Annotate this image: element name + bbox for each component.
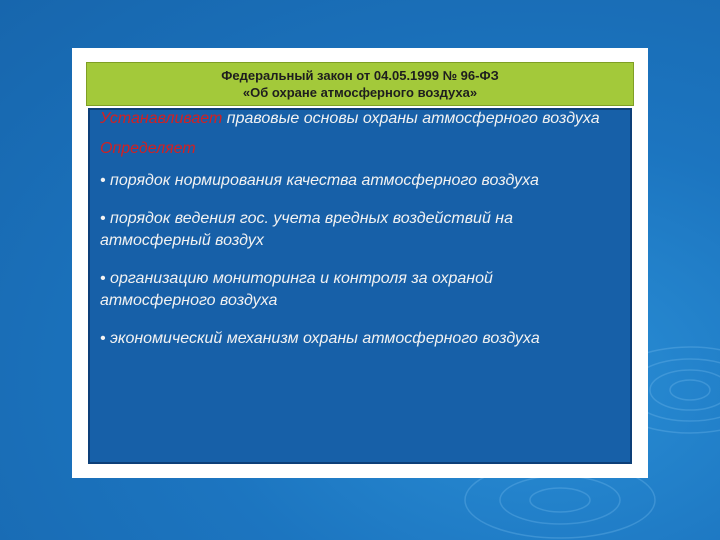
- list-item: • порядок ведения гос. учета вредных воздействий на атмосферный воздух: [100, 210, 513, 249]
- establishes-keyword: Устанавливает: [100, 110, 223, 127]
- establishes-paragraph: [100, 108, 600, 130]
- list-item: • порядок нормирования качества атмосферного воздуха: [100, 172, 539, 189]
- defines-keyword: Определяет: [100, 140, 196, 157]
- law-title-line2: «Об охране атмосферного воздуха»: [242, 85, 478, 100]
- list-item: • организацию мониторинга и контроля за охраной атмосферного воздуха: [100, 270, 493, 309]
- law-title-line1: Федеральный закон от 04.05.1999 № 96-ФЗ: [221, 68, 499, 83]
- law-title-banner: [86, 62, 634, 106]
- list-item: • экономический механизм охраны атмосферного воздуха: [100, 330, 540, 347]
- slide-frame: [72, 48, 648, 478]
- establishes-text: правовые основы охраны атмосферного воздуха: [222, 110, 600, 127]
- law-content: [100, 108, 600, 362]
